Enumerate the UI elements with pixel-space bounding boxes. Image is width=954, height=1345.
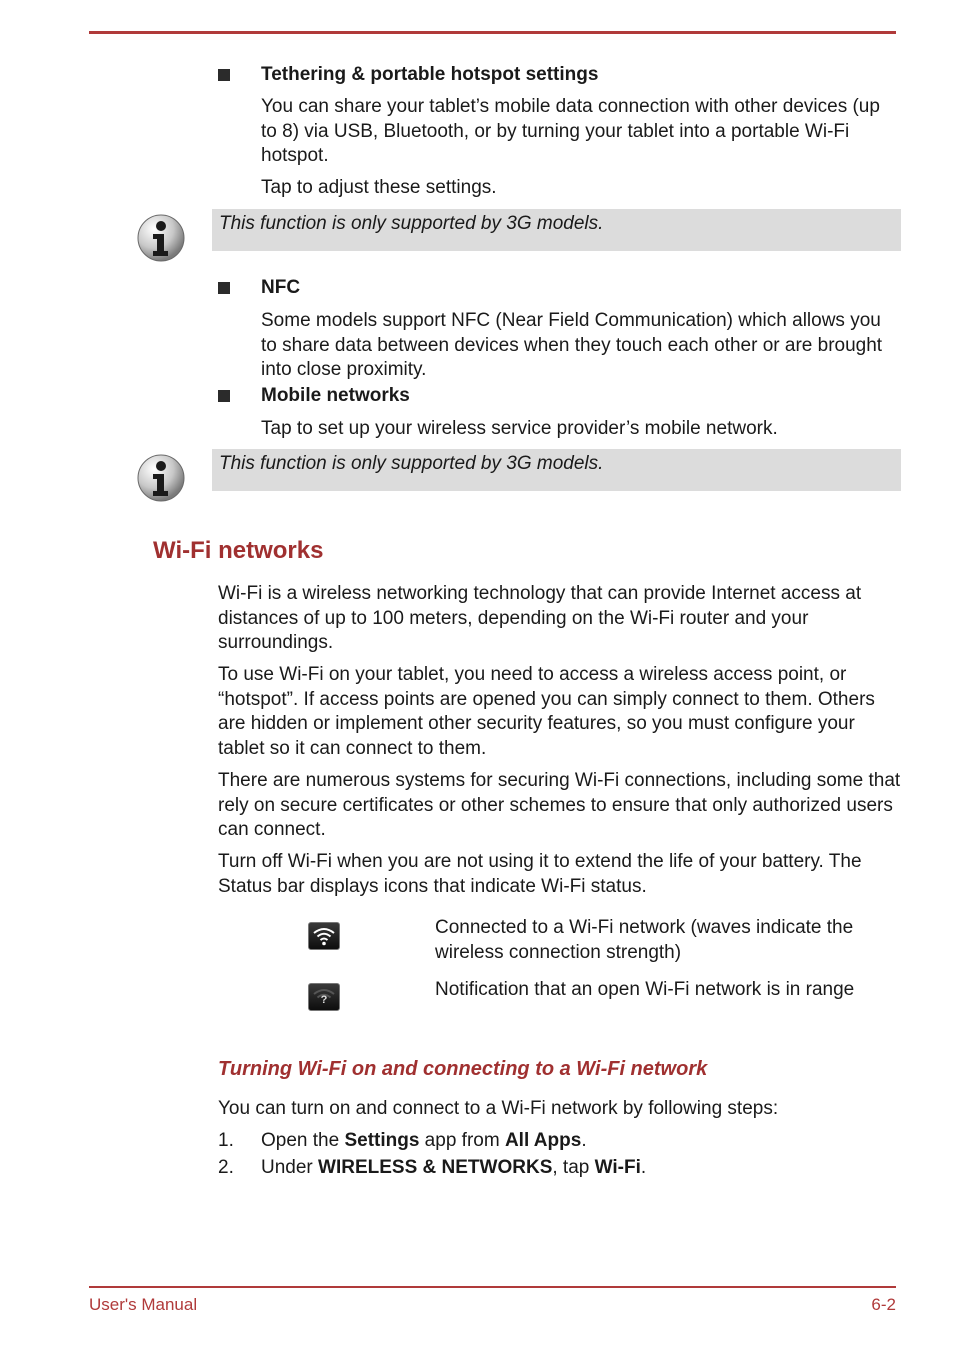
step-bold: All Apps xyxy=(504,1130,582,1151)
nfc-title: NFC xyxy=(261,277,301,298)
open-network-glyph: ? xyxy=(320,994,328,1006)
page-number: 6-2 xyxy=(871,1295,896,1314)
wifi-connected-desc: Connected to a Wi-Fi network (waves indicate the wireless connection strength) xyxy=(435,917,854,963)
turning-on-intro: You can turn on and connect to a Wi-Fi network by following steps: xyxy=(218,1098,779,1119)
mobile-title: Mobile networks xyxy=(261,385,410,406)
bullet-mobile xyxy=(218,390,230,402)
wifi-paragraph-1: Wi-Fi is a wireless networking technology that can provide Internet access at distances of up to 100 meters, depending on the Wi-Fi router and your surroundings. xyxy=(218,583,862,653)
step-text: . xyxy=(640,1157,647,1178)
footer-title: User's Manual xyxy=(89,1295,198,1314)
wifi-connected-icon xyxy=(308,922,340,950)
step-text: . xyxy=(581,1130,587,1151)
mobile-desc: Tap to set up your wireless service provider’s mobile network. xyxy=(261,418,778,439)
tethering-desc: You can share your tablet’s mobile data connection with other devices (up to 8) via USB, Bluetooth, or by turning your tablet into a portable Wi-Fi hotspot. xyxy=(261,96,880,166)
bullet-nfc xyxy=(218,282,230,294)
step-bold: WIRELESS & NETWORKS xyxy=(318,1157,553,1178)
wifi-open-network-icon xyxy=(308,983,340,1011)
note-mobile: This function is only supported by 3G models. xyxy=(219,453,604,474)
step-bold: Settings xyxy=(344,1130,420,1151)
header-rule xyxy=(89,31,896,34)
step-number: 2. xyxy=(218,1157,234,1178)
step-text: , tap xyxy=(552,1157,595,1178)
footer-rule xyxy=(89,1286,896,1288)
tethering-action: Tap to adjust these settings. xyxy=(261,177,497,198)
info-icon xyxy=(136,213,186,263)
subsection-heading-turning-on: Turning Wi-Fi on and connecting to a Wi-Fi network xyxy=(218,1058,708,1080)
section-heading-wifi: Wi-Fi networks xyxy=(153,537,324,564)
step-text: Open the xyxy=(261,1130,345,1151)
nfc-desc: Some models support NFC (Near Field Communication) which allows you to share data between devices when they touch each other or are brought into close proximity. xyxy=(261,310,883,380)
step-number: 1. xyxy=(218,1130,234,1151)
step-text: Under xyxy=(261,1157,319,1178)
note-tethering: This function is only supported by 3G models. xyxy=(219,213,604,234)
bullet-tethering xyxy=(218,69,230,81)
info-icon xyxy=(136,453,186,503)
step-2 xyxy=(261,1156,901,1181)
wifi-paragraph-2: To use Wi-Fi on your tablet, you need to access a wireless access point, or “hotspot”. If access points are opened you can simply connect to them. Others are hidden or implement other security features, so you must configure your tablet so it can connect to them. xyxy=(218,664,875,759)
step-bold: Wi-Fi xyxy=(594,1157,641,1178)
tethering-title: Tethering & portable hotspot settings xyxy=(261,64,599,85)
wifi-paragraph-4: Turn off Wi-Fi when you are not using it to extend the life of your battery. The Status bar displays icons that indicate Wi-Fi status. xyxy=(218,851,862,897)
wifi-paragraph-3: There are numerous systems for securing Wi-Fi connections, including some that rely on secure certificates or other schemes to ensure that only authorized users can connect. xyxy=(218,770,901,840)
wifi-open-network-desc: Notification that an open Wi-Fi network is in range xyxy=(435,979,855,1000)
step-1 xyxy=(261,1129,901,1154)
step-text: app from xyxy=(419,1130,505,1151)
